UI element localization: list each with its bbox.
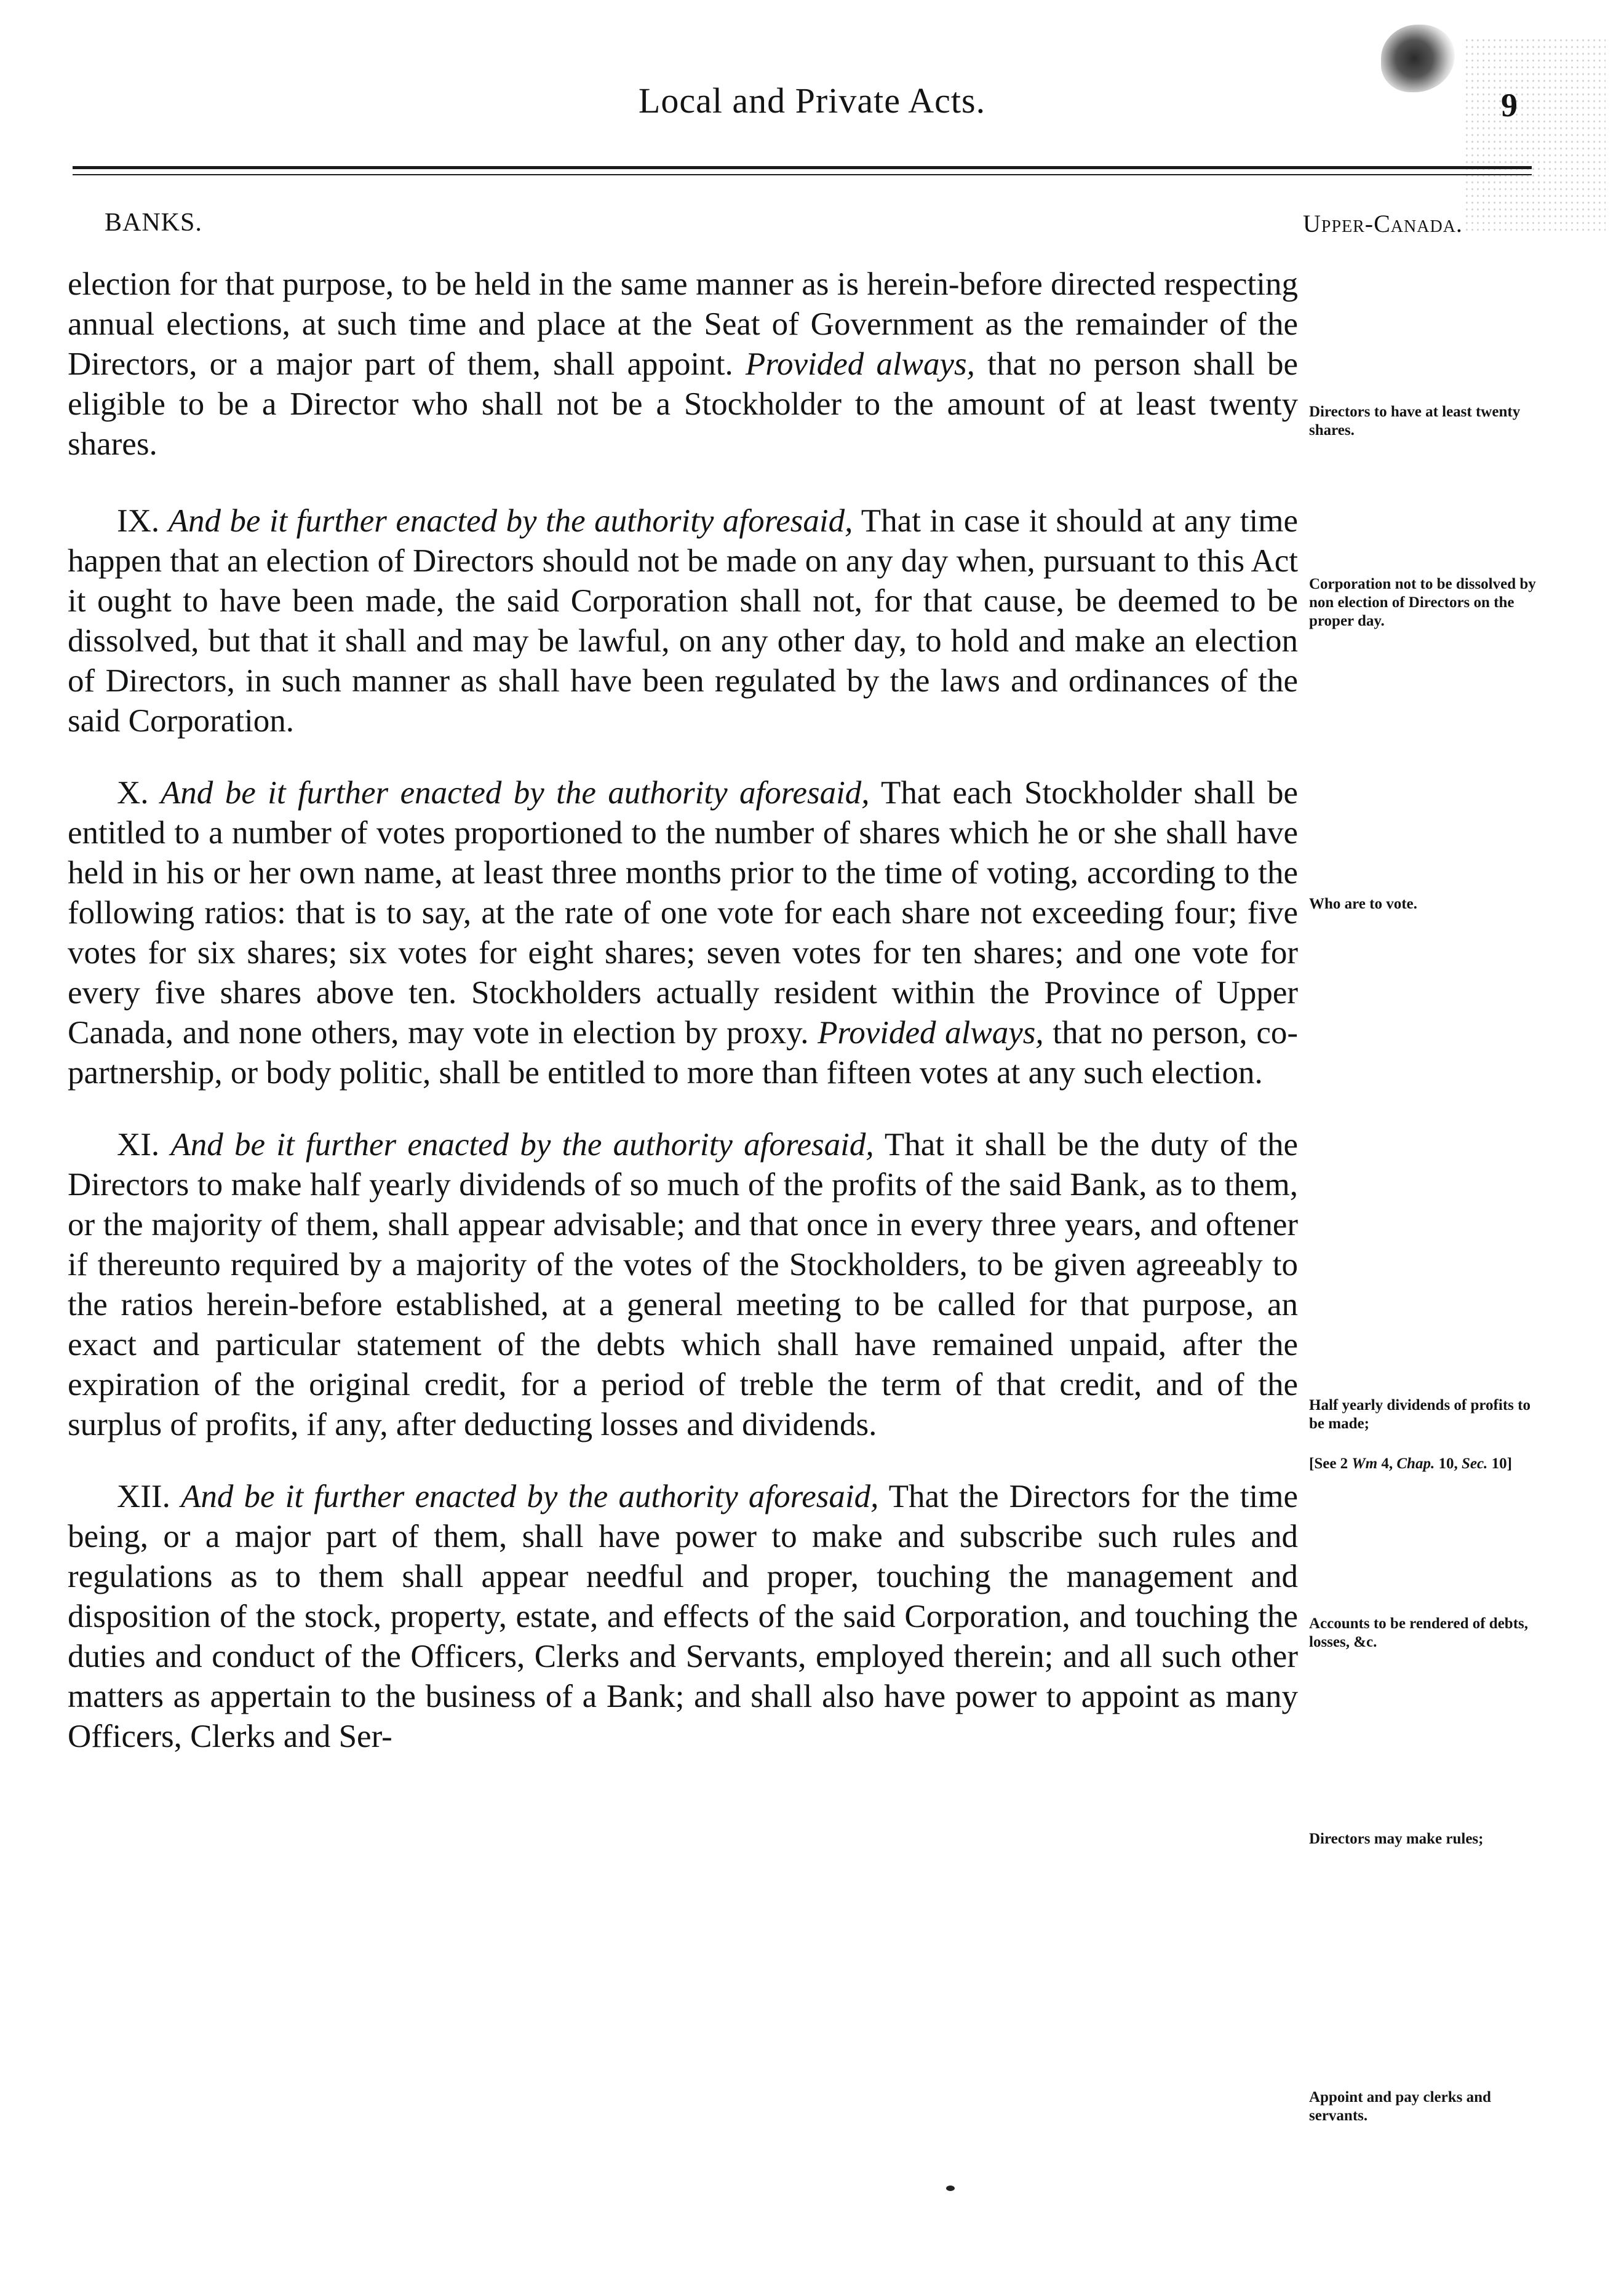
margin-note-accounts: Accounts to be rendered of debts, losses, &c. <box>1309 1615 1529 1650</box>
margin-note-citation <box>1309 1455 1543 1473</box>
section-number: IX. <box>117 503 160 539</box>
enacting-clause: And be it further enacted by the authority aforesaid, <box>170 1127 874 1163</box>
page-number: 9 <box>1501 87 1518 124</box>
section-heading-left: BANKS. <box>105 209 202 237</box>
section-number: XI. <box>117 1127 160 1163</box>
enacting-clause: And be it further enacted by the authority aforesaid, <box>168 503 853 539</box>
proviso-italic: Provided always, <box>745 346 975 382</box>
enacting-clause: And be it further enacted by the authority aforesaid, <box>180 1479 879 1514</box>
enacting-clause: And be it further enacted by the authority aforesaid, <box>160 775 870 811</box>
section-x <box>68 773 1298 1093</box>
section-xi <box>68 1125 1298 1445</box>
citation-text: [See 2 <box>1309 1455 1352 1472</box>
header-rule-thin <box>73 174 1532 175</box>
margin-note-director-shares: Directors to have at least twenty shares. <box>1309 404 1521 439</box>
page-speckle <box>1464 37 1606 234</box>
header-rule-thick <box>73 166 1532 169</box>
paragraph-text: That each Stockholder shall be entitled to a number of votes proportioned to the number of shares which he or she shall have held in his or her own name, at least three months prior to the time of voting, according to the following ratios: that is to say, at the rate of one vote for each share not exceeding four; five votes for six shares; six votes for eight shares; seven votes for ten shares; and one vote for every five shares above ten. Stockholders actually resident within the Province of Upper Canada, and none others, may vote in election by proxy. <box>68 775 1299 1051</box>
citation-italic: Sec. <box>1461 1455 1488 1472</box>
paragraph-tail: that no person, co-partnership, or body politic, shall be entitled to more than fifteen votes at any such election. <box>68 1015 1299 1091</box>
paragraph-text: That the Directors for the time being, or a major part of them, shall have power to make and subscribe such rules and regulations as to them shall appear needful and proper, touching the management and disposition of the stock, property, estate, and effects of the said Corporation, and touching the duties and conduct of the Officers, Clerks and Servants, employed therein; and all such other matters as appertain to the business of a Bank; and shall also have power to appoint as many Officers, Clerks and Ser- <box>68 1479 1298 1754</box>
paragraph-continued <box>68 264 1298 464</box>
citation-italic: Wm <box>1351 1455 1378 1472</box>
paragraph-text: That in case it should at any time happen that an election of Directors should not be made on any day when, pursuant to this Act it ought to have been made, the said Corporation shall not, for that cause, be deemed to be dissolved, but that it shall and may be lawful, on any other day, to hold and make an election of Directors, in such manner as shall have been regulated by the laws and ordinances of the said Corporation. <box>68 503 1298 739</box>
paragraph-text: That it shall be the duty of the Directors to make half yearly dividends of so much of the profits of the said Bank, as to them, or the majority of them, shall appear advisable; and that once in every three years, and oftener if thereunto required by a majority of the votes of the Stockholders, to be given agreeably to the ratios herein-before established, at a general meeting to be called for that purpose, an exact and particular statement of the debts which shall have remained unpaid, after the expiration of the original credit, for a period of treble the term of that credit, and of the surplus of profits, if any, after deducting losses and dividends. <box>68 1127 1298 1442</box>
running-title: Local and Private Acts. <box>638 81 986 121</box>
citation-italic: Chap. <box>1396 1455 1435 1472</box>
section-ix <box>68 501 1298 741</box>
citation-text: 10] <box>1487 1455 1512 1472</box>
citation-text: 4, <box>1377 1455 1397 1472</box>
section-xii <box>68 1477 1298 1757</box>
body-text <box>68 264 1298 1789</box>
margin-note-dividends: Half yearly dividends of profits to be made; <box>1309 1397 1530 1432</box>
footer-mark <box>946 2186 955 2191</box>
proviso-italic: Provided always, <box>818 1015 1044 1051</box>
section-number: XII. <box>117 1479 170 1514</box>
margin-note-clerks: Appoint and pay clerks and servants. <box>1309 2089 1491 2124</box>
section-number: X. <box>117 775 149 811</box>
margin-note-who-vote: Who are to vote. <box>1309 896 1417 912</box>
margin-note-non-dissolution: Corporation not to be dissolved by non election of Directors on the proper day. <box>1309 576 1536 629</box>
paragraph-text: election for that purpose, to be held in the same manner as is herein-before directed respecting annual elections, at such time and place at the Seat of Government as the remainder of the Directors, or a major part of them, shall appoint. <box>68 266 1298 382</box>
paragraph-tail: that no person shall be eligible to be a Director who shall not be a Stockholder to the amount of at least twenty shares. <box>68 346 1298 462</box>
citation-text: 10, <box>1435 1455 1462 1472</box>
section-heading-right: Upper-Canada. <box>1303 210 1463 237</box>
margin-note-rules: Directors may make rules; <box>1309 1831 1484 1847</box>
